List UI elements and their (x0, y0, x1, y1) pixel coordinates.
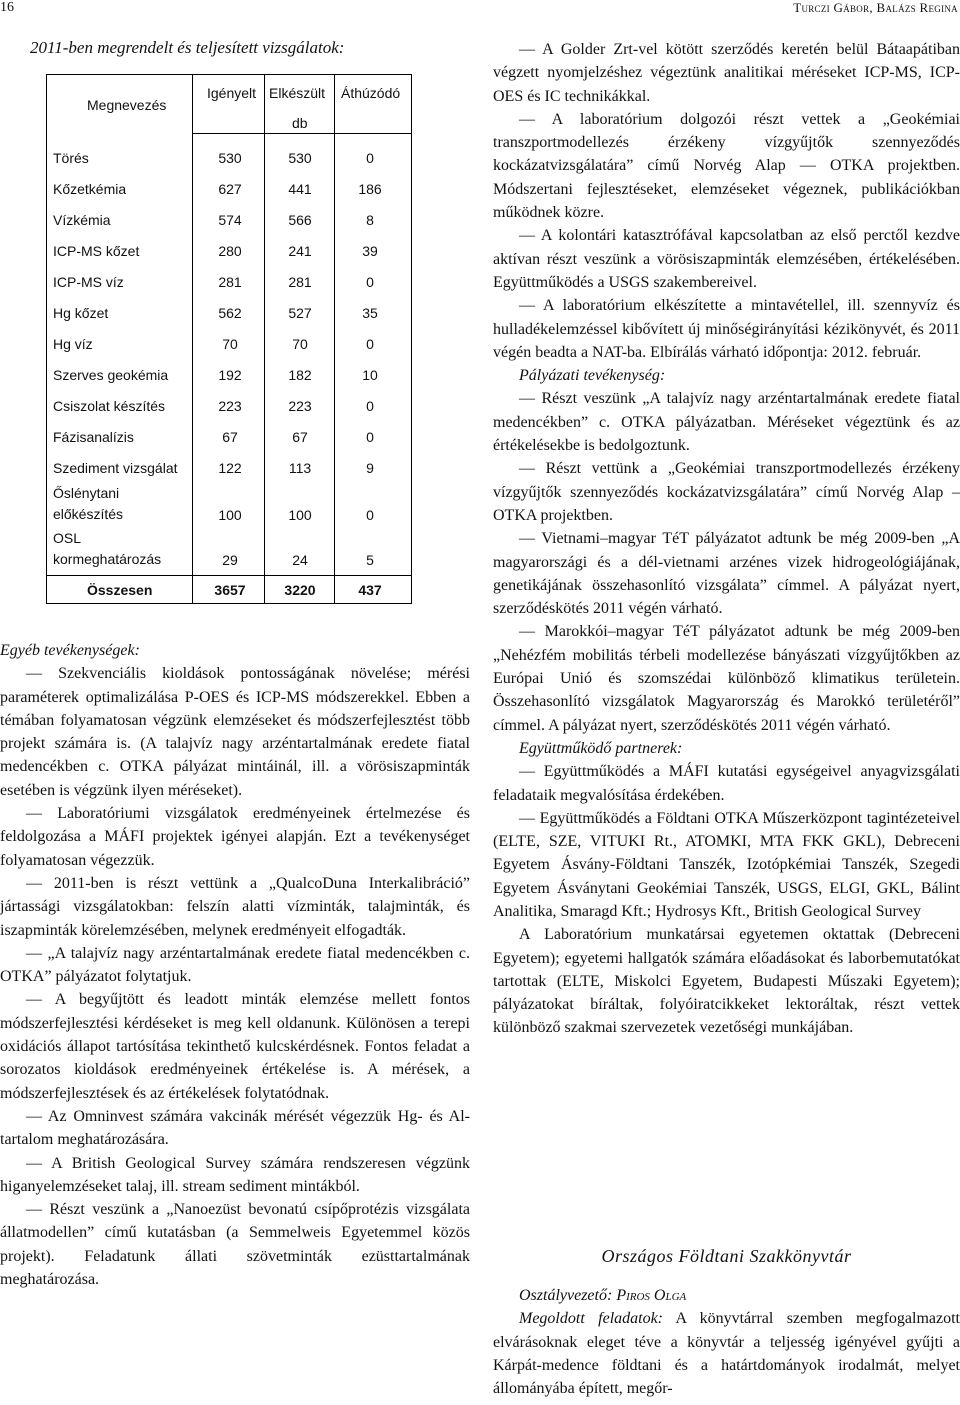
table-cell-igenyelt: 192 (218, 367, 242, 383)
right-column-library-text (493, 1284, 960, 1400)
table-cell-igenyelt: 100 (218, 507, 242, 523)
table-row-name: Vízkémia (53, 212, 111, 228)
table-cell-elkeszult: 530 (288, 150, 312, 166)
table-total-label: Összesen (87, 582, 153, 598)
table-cell-elkeszult: 100 (288, 507, 312, 523)
table-cell-elkeszult: 113 (288, 460, 312, 476)
paragraph: — A kolontári katasztrófával kapcsolatban az első perctől kezdve aktívan részt veszünk a vörösiszapminták elemzésében, értékelésében. Együttműködés a USGS szakembereivel. (493, 227, 960, 291)
paragraph: — „A talajvíz nagy arzéntartalmának eredete fiatal medencékben c. OTKA” pályázatot folytatjuk. (0, 944, 470, 986)
table-row-name-cont: kormeghatározás (53, 551, 162, 567)
table-cell-igenyelt: 223 (218, 398, 242, 414)
table-cell-athuzodo: 9 (366, 460, 374, 476)
table-cell-athuzodo: 0 (366, 150, 374, 166)
paragraph: — A Golder Zrt-vel kötött szerződés keretén belül Bátaapátiban végzett nyomjelzéshez végeztünk analitikai méréseket ICP-MS, ICP-OES és IC technikákkal. (493, 41, 960, 105)
table-cell-elkeszult: 182 (288, 367, 312, 383)
column-header-igenyelt: Igényelt (207, 85, 257, 101)
table-row-name-cont: előkészítés (53, 506, 124, 522)
paragraph: — Az Omninvest számára vakcinák mérését végezzük Hg- és Al-tartalom meghatározására. (0, 1107, 470, 1149)
paragraph: — 2011-ben is részt vettünk a „QualcoDuna Interkalibráció” jártassági vizsgálatokban: felszín alatti vízminták, talajminták, és iszapminták körelemzésében, melynek eredményeit elfogadták. (0, 874, 470, 939)
table-cell-igenyelt: 627 (218, 181, 242, 197)
heading-partnerek: Együttműködő partnerek: (519, 739, 683, 757)
table-cell-igenyelt: 70 (222, 336, 238, 352)
paragraph: — Részt veszünk a „Nanoezüst bevonatú csípőprotézis vizsgálata állatmodellen” című kutatásban (a Semmelweis Egyetemmel közös projekt). Feladatunk állati szövetminták ezüsttartalmának meghatározása. (0, 1201, 470, 1289)
table-row-name: ICP-MS víz (53, 274, 124, 290)
table-cell-athuzodo: 5 (366, 552, 374, 568)
table-cell-athuzodo: 0 (366, 336, 374, 352)
megoldott-label: Megoldott feladatok: (519, 1310, 664, 1328)
table-row-name: Őslénytani (53, 485, 120, 501)
table-cell-athuzodo: 39 (362, 243, 378, 259)
table-cell-igenyelt: 67 (222, 429, 238, 445)
table-row-name: Hg kőzet (53, 305, 109, 321)
table-cell-athuzodo: 0 (366, 274, 374, 290)
results-table (46, 74, 412, 604)
table-cell-igenyelt: 574 (218, 212, 242, 228)
osztalyvezeto-label: Osztályvezető: (519, 1287, 613, 1304)
paragraph: — Marokkói–magyar TéT pályázatot adtunk be még 2009-ben „Nehézfém mobilitás térbeli modellezése bányászati vízgyűjtőkben az Európai Unió és szomszédai különböző klimatikus területein. Összehasonlító vizsgálatok Magyarország és Marokkó területéről” címmel. A pályázat nyert, szerződéskötés 2011 végén várható. (493, 623, 960, 734)
column-header-name: Megnevezés (87, 97, 167, 113)
table-cell-athuzodo: 0 (366, 429, 374, 445)
paragraph: — A laboratórium elkészítette a mintavétellel, ill. szennyvíz és hulladékelemzéssel kibővített új minőségirányítási kézikönyvét, és 2011 végén beadta a NAT-ba. Elbírálás várható időpontja: 2012. február. (493, 297, 960, 361)
table-row-name: Szerves geokémia (53, 367, 169, 383)
table-cell-igenyelt: 280 (218, 243, 242, 259)
table-row-name: Törés (53, 150, 89, 166)
paragraph: — A laboratórium dolgozói részt vettek a „Geokémiai transzportmodellezés érzékeny vízgyűjtők szennyeződés kockázatvizsgálatára” című Norvég Alap — OTKA projektben. Módszertani fejlesztéseket, elemzéseket végeznek, publikációkban működnek közre. (493, 110, 960, 222)
osztalyvezeto-name: Piros Olga (616, 1287, 687, 1304)
paragraph: A Laboratórium munkatársai egyetemen oktattak (Debreceni Egyetem); egyetemi hallgatók számára előadásokat és laborbemutatókat tartottak (ELTE, Miskolci Egyetem, Budapesti Műszaki Egyetem); pályázatokat bíráltak, folyóiratcikkeket lektoráltak, részt vettek különböző szakmai szervezetek vezetőségi munkájában. (493, 926, 960, 1037)
paragraph: — Együttműködés a MÁFI kutatási egységeivel anyagvizsgálati feladataik megvalósítása érdekében. (493, 763, 960, 804)
paragraph: — Laboratóriumi vizsgálatok eredményeinek értelmezése és feldolgozása a MÁFI projektek igényei alapján. Ezt a tevékenységet folyamatosan végezzük. (0, 805, 470, 869)
table-cell-elkeszult: 67 (292, 429, 308, 445)
table-total-igenyelt: 3657 (214, 582, 246, 598)
table-total-athuzodo: 437 (358, 582, 382, 598)
table-cell-athuzodo: 0 (366, 398, 374, 414)
table-row-name: Csiszolat készítés (53, 398, 166, 414)
running-header-authors: Turczi Gábor, Balázs Regina (793, 0, 958, 15)
table-cell-elkeszult: 281 (288, 274, 312, 290)
table-cell-elkeszult: 527 (288, 305, 312, 321)
left-column-text (0, 639, 470, 1291)
table-row-name: Szediment vizsgálat (53, 460, 178, 476)
table-cell-elkeszult: 223 (288, 398, 312, 414)
table-cell-elkeszult: 24 (292, 552, 308, 568)
table-row-name: Kőzetkémia (53, 181, 127, 197)
column-header-athuzodo: Áthúzódó (341, 85, 401, 101)
column-header-elkeszult: Elkészült (269, 85, 326, 101)
paragraph: — A begyűjtött és leadott minták elemzése mellett fontos módszerfejlesztési kérdéseket is meg kell oldanunk. Különösen a terepi oxidációs állapot tartósítása tekinthető kulcskérdésnek. Fontos feladat a sorozatos kioldások eredményeinek értékelése is. A mérések, a módszerfejlesztések és az értékelések folytatódnak. (0, 991, 470, 1102)
table-row-name: OSL (53, 530, 82, 546)
table-cell-igenyelt: 122 (218, 460, 242, 476)
table-cell-igenyelt: 281 (218, 274, 242, 290)
table-row-name: Hg víz (53, 336, 93, 352)
table-cell-elkeszult: 441 (288, 181, 312, 197)
megoldott-text: A könyvtárral szemben megfogalmazott elvárásoknak eleget téve a könyvtár a teljesség igényével gyűjti a Kárpát-medence földtani és a határtdományok irodalmát, melyet állományába épített, megőr- (493, 1310, 960, 1398)
unit-label: db (292, 115, 308, 131)
table-cell-athuzodo: 186 (358, 181, 382, 197)
right-column-text (493, 38, 960, 1040)
table-cell-igenyelt: 29 (222, 552, 238, 568)
table-cell-elkeszult: 70 (292, 336, 308, 352)
heading-egyeb: Egyéb tevékenységek: (0, 642, 140, 659)
paragraph: — Együttműködés a Földtani OTKA Műszerközpont tagintézeteivel (ELTE, SZE, VITUKI Rt., ATOMKI, MTA FKK GKL), Debreceni Egyetem Ásvány-Földtani Tanszék, Izotópkémiai Tanszék, Szegedi Egyetem Ásványtani Geokémiai Tanszék, USGS, ELGI, GKL, Bálint Analitika, Smaragd Kft.; Hydrosys Kft., British Geological Survey (493, 809, 960, 920)
table-total-elkeszult: 3220 (284, 582, 316, 598)
paragraph: — Részt vettünk a „Geokémiai transzportmodellezés érzékeny vízgyűjtők szennyeződés kockázatvizsgálatára” című Norvég Alap – OTKA projektben. (493, 460, 960, 524)
table-cell-elkeszult: 241 (288, 243, 312, 259)
table-cell-elkeszult: 566 (288, 212, 312, 228)
page-number: 16 (0, 0, 14, 15)
table-cell-athuzodo: 10 (362, 367, 378, 383)
heading-palyazati: Pályázati tevékenység: (519, 367, 666, 385)
table-title: 2011-ben megrendelt és teljesített vizsgálatok: (30, 38, 345, 57)
paragraph: — Szekvenciális kioldások pontosságának növelése; mérési paraméterek optimalizálása P-OES és ICP-MS módszerekkel. Ebben a témában folyamatosan végzünk elemzéseket és módszerfejlesztést több projekt számára is. (A talajvíz nagy arzéntartalmának eredete fiatal medencékben c. OTKA pályázat mintáinál, ill. a vörösiszapminták esetében is végzünk ilyen méréseket). (0, 665, 470, 799)
paragraph: — Vietnami–magyar TéT pályázatot adtunk be még 2009-ben „A magyarországi és a dél-vietnami arzénes vizek hidrogeológiájának, genetikájának összehasonlító vizsgálata” címmel. A pályázat nyert, szerződéskötés 2011 végén várható. (493, 530, 960, 618)
table-cell-igenyelt: 562 (218, 305, 242, 321)
section-title: Országos Földtani Szakkönyvtár (601, 1246, 852, 1266)
table-cell-athuzodo: 8 (366, 212, 374, 228)
table-row-name: ICP-MS kőzet (53, 243, 140, 259)
paragraph: — Részt veszünk „A talajvíz nagy arzéntartalmának eredete fiatal medencékben” c. OTKA pályázatban. Méréseket végeztünk és az értékelésekbe is bedolgoztunk. (493, 390, 960, 455)
paragraph: — A British Geological Survey számára rendszeresen végzünk higanyelemzéseket talaj, ill. stream sediment mintákból. (0, 1154, 470, 1195)
table-cell-athuzodo: 35 (362, 305, 378, 321)
table-row-name: Fázisanalízis (53, 429, 134, 445)
table-cell-igenyelt: 530 (218, 150, 242, 166)
table-cell-athuzodo: 0 (366, 507, 374, 523)
